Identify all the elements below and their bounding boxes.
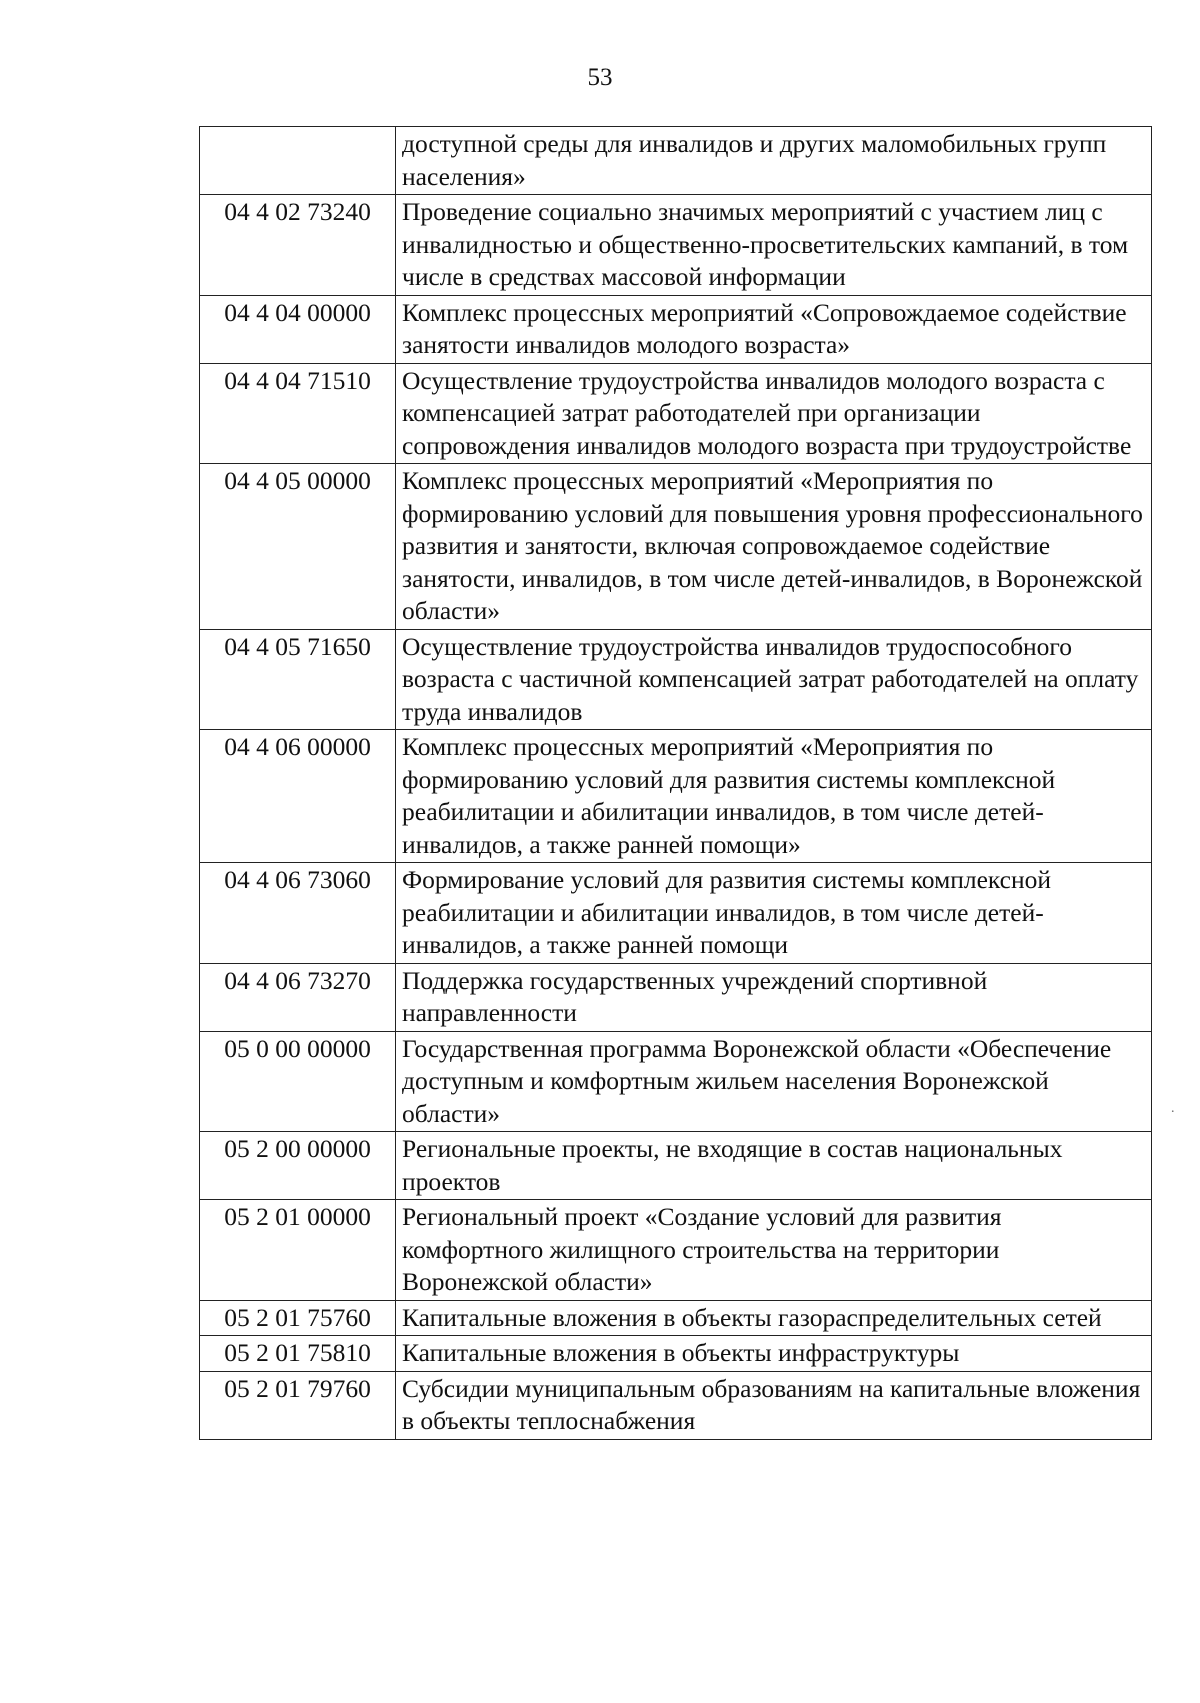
- table-row: [200, 363, 1152, 464]
- table-row: [200, 1132, 1152, 1200]
- table-row: [200, 1200, 1152, 1301]
- item-description: Поддержка государственных учреждений спортивной направленности: [396, 963, 1152, 1031]
- item-description: Субсидии муниципальным образованиям на капитальные вложения в объекты теплоснабжения: [396, 1371, 1152, 1439]
- item-description: Осуществление трудоустройства инвалидов молодого возраста с компенсацией затрат работодателей при организации сопровождения инвалидов молодого возраста при трудоустройстве: [396, 363, 1152, 464]
- item-description: Региональный проект «Создание условий для развития комфортного жилищного строительства на территории Воронежской области»: [396, 1200, 1152, 1301]
- classification-code: 05 0 00 00000: [200, 1031, 396, 1132]
- classification-code: 04 4 06 73270: [200, 963, 396, 1031]
- classification-code: 04 4 04 71510: [200, 363, 396, 464]
- item-description: Региональные проекты, не входящие в состав национальных проектов: [396, 1132, 1152, 1200]
- classification-code: [200, 127, 396, 195]
- classification-code: 05 2 01 75760: [200, 1300, 396, 1336]
- table-row: [200, 464, 1152, 630]
- table-row: [200, 1371, 1152, 1439]
- page-number: 53: [587, 64, 613, 91]
- item-description: Осуществление трудоустройства инвалидов трудоспособного возраста с частичной компенсацией затрат работодателей на оплату труда инвалидов: [396, 629, 1152, 730]
- table-row: [200, 195, 1152, 296]
- table-row: [200, 863, 1152, 964]
- item-description: Комплекс процессных мероприятий «Мероприятия по формированию условий для развития системы комплексной реабилитации и абилитации инвалидов, в том числе детей-инвалидов, а также ранней помощи»: [396, 730, 1152, 863]
- item-description: доступной среды для инвалидов и других маломобильных групп населения»: [396, 127, 1152, 195]
- classification-code: 05 2 01 75810: [200, 1336, 396, 1372]
- table-row: [200, 295, 1152, 363]
- table-body: [200, 127, 1152, 1440]
- table-row: [200, 1300, 1152, 1336]
- classification-code: 04 4 05 00000: [200, 464, 396, 630]
- classification-code: 04 4 02 73240: [200, 195, 396, 296]
- classification-code: 05 2 01 00000: [200, 1200, 396, 1301]
- item-description: Формирование условий для развития системы комплексной реабилитации и абилитации инвалидов, в том числе детей-инвалидов, а также ранней помощи: [396, 863, 1152, 964]
- item-description: Комплекс процессных мероприятий «Сопровождаемое содействие занятости инвалидов молодого возраста»: [396, 295, 1152, 363]
- classification-code: 04 4 06 00000: [200, 730, 396, 863]
- table-row: [200, 1336, 1152, 1372]
- item-description: Капитальные вложения в объекты инфраструктуры: [396, 1336, 1152, 1372]
- classification-code: 04 4 04 00000: [200, 295, 396, 363]
- classification-code: 04 4 05 71650: [200, 629, 396, 730]
- classification-code: 05 2 01 79760: [200, 1371, 396, 1439]
- table-row: [200, 730, 1152, 863]
- budget-classification-table: [199, 126, 1152, 1440]
- item-description: Проведение социально значимых мероприятий с участием лиц с инвалидностью и общественно-просветительских кампаний, в том числе в средствах массовой информации: [396, 195, 1152, 296]
- classification-code: 04 4 06 73060: [200, 863, 396, 964]
- table-row: [200, 1031, 1152, 1132]
- item-description: Комплекс процессных мероприятий «Мероприятия по формированию условий для повышения уровня профессионального развития и занятости, включая сопровождаемое содействие занятости, инвалидов, в том числе детей-инвалидов, в Воронежской области»: [396, 464, 1152, 630]
- table-row: [200, 963, 1152, 1031]
- scan-artifact-mark: .: [1171, 1101, 1175, 1116]
- table-row: [200, 629, 1152, 730]
- table-row: [200, 127, 1152, 195]
- classification-code: 05 2 00 00000: [200, 1132, 396, 1200]
- item-description: Государственная программа Воронежской области «Обеспечение доступным и комфортным жильем населения Воронежской области»: [396, 1031, 1152, 1132]
- item-description: Капитальные вложения в объекты газораспределительных сетей: [396, 1300, 1152, 1336]
